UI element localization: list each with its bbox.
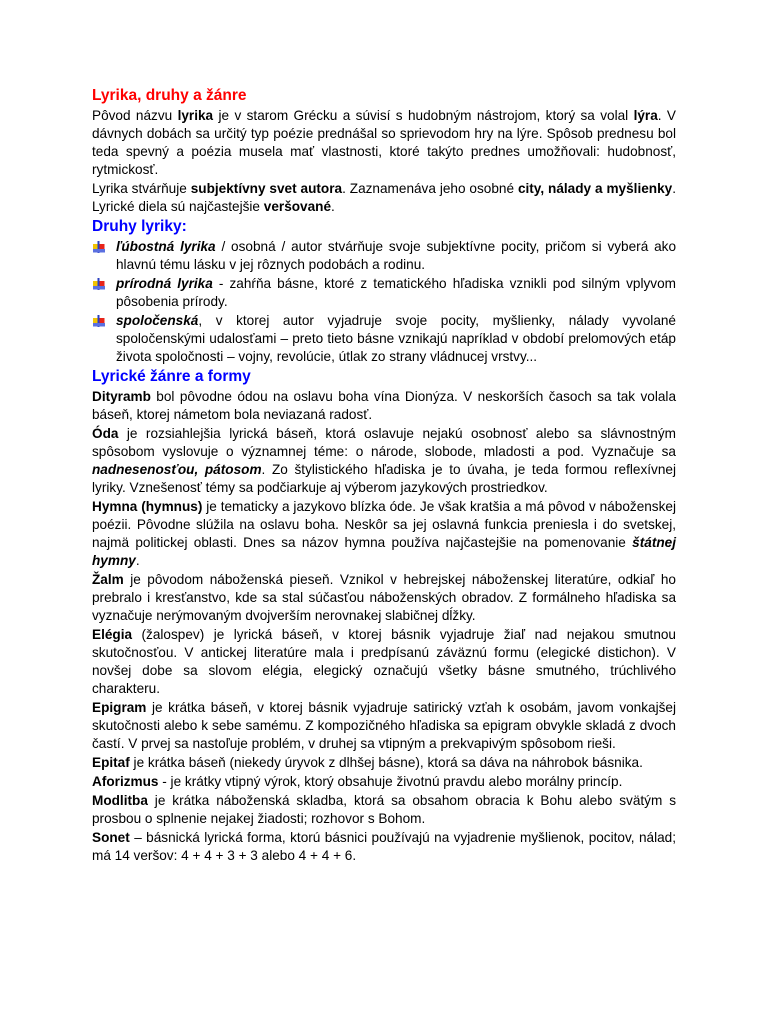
bullet-item [92, 312, 676, 366]
text-run: . V dávnych dobách sa určitý typ poézie prednášal so sprievodom hry na lýre. Spôsob prednesu bol teda spevný a poézia musela mať vlastnosti, ktoré takýto prednes umožňovali: hudobnosť, rytmickosť. [92, 108, 677, 177]
emphasis-text: Dityramb [92, 389, 151, 404]
genre-paragraph-dityramb [92, 388, 676, 424]
document-title: Lyrika, druhy a žánre [92, 87, 247, 104]
emphasis-text: Óda [92, 426, 119, 441]
emphasis-text: city, nálady a myšlienky [517, 181, 673, 196]
emphasis-text: subjektívny svet autora [190, 181, 343, 196]
text-run: je krátka báseň (niekedy úryvok z dlhšej básne), ktorá sa dáva na náhrobok básnika. [129, 755, 643, 770]
genre-paragraph-aforizmus [92, 773, 676, 791]
text-run: . [331, 199, 335, 214]
text-run: je rozsiahlejšia lyrická báseň, ktorá oslavuje nejakú osobnosť alebo sa slávnostným spôsobom vyslovuje o významnej téme: o národe, slobode, mladosti a pod. Vyznačuje sa [92, 426, 676, 459]
text-run: je tematicky a jazykovo blízka óde. Je však kratšia a má pôvod v náboženskej poézii. Pôvodne slúžila na oslavu boha. Neskôr sa jej oslavná funkcia preniesla i do svetskej, najmä politickej oblasti. Dnes sa názov hymna používa najčastejšie na pomenovanie [92, 499, 676, 550]
genre-paragraph-zalm [92, 571, 676, 625]
bullet-flag-icon [92, 241, 106, 255]
text-run: – básnická lyrická forma, ktorú básnici používajú na vyjadrenie myšlienok, pocitov, nálad; má 14 veršov: 4 + 4 + 3 + 3 alebo 4 + 4 + 6. [92, 830, 676, 863]
genre-paragraph-elegia [92, 626, 676, 698]
text-run: je v starom Grécku a súvisí s hudobným nástrojom, ktorý sa volal [213, 108, 634, 123]
text-run: - zahŕňa básne, ktoré z tematického hľadiska vznikli pod silným vplyvom pôsobenia prírody. [116, 276, 676, 309]
emphasis-text: Elégia [92, 627, 133, 642]
text-run: / osobná / autor stvárňuje svoje subjektívne pocity, pričom si vyberá ako hlavnú tému lásku v jej rôznych podobách a rodinu. [116, 239, 677, 272]
emphasis-text: Aforizmus [92, 774, 159, 789]
emphasis-text: nadnesenosťou, pátosom [92, 462, 262, 477]
text-run: je krátka báseň, v ktorej básnik vyjadruje satirický vzťah k osobám, javom vonkajšej skutočnosti alebo k sebe samému. Z kompozičného hľadiska sa epigram obvykle skladá z dvoch častí. V prvej sa nastoľuje problém, v druhej sa vtipným a prekvapivým spôsobom rieši. [92, 700, 676, 751]
genre-paragraph-modlitba [92, 792, 676, 828]
intro-paragraph-2 [92, 180, 676, 216]
bullet-flag-icon [92, 278, 106, 292]
emphasis-text: veršované [263, 199, 332, 214]
text-run: . Lyrické diela sú najčastejšie [92, 181, 676, 214]
emphasis-text: ľúbostná lyrika [116, 239, 216, 254]
intro-paragraph [92, 107, 676, 179]
text-run: . Zo štylistického hľadiska je to úvaha, je teda formou reflexívnej lyriky. Vznešenosť témy sa podčiarkuje aj výberom jazykových prostriedkov. [92, 462, 676, 495]
bullet-item [92, 238, 676, 274]
emphasis-text: Epigram [92, 700, 147, 715]
emphasis-text: Modlitba [92, 793, 148, 808]
text-run: je krátka náboženská skladba, ktorá sa obsahom obracia k Bohu alebo svätým s prosbou o splnenie nejakej žiadosti; rozhovor s Bohom. [92, 793, 676, 826]
emphasis-text: Epitaf [92, 755, 130, 770]
text-run: . [135, 553, 140, 568]
text-run: Lyrika stvárňuje [92, 181, 191, 196]
text-run: Pôvod názvu [92, 108, 178, 123]
bullet-flag-icon [92, 315, 106, 329]
genre-paragraph-sonet [92, 829, 676, 865]
section-heading-druhy: Druhy lyriky: [92, 218, 187, 235]
bullet-text [116, 276, 676, 309]
emphasis-text: Hymna (hymnus) [92, 499, 203, 514]
emphasis-text: štátnej hymny [92, 535, 676, 568]
emphasis-text: lýra [633, 108, 658, 123]
genre-paragraph-epitaf [92, 754, 676, 772]
section-heading-zanre: Lyrické žánre a formy [92, 368, 251, 385]
bullet-text [116, 313, 676, 364]
genre-paragraph-oda [92, 425, 676, 497]
genre-paragraph-hymna [92, 498, 676, 570]
emphasis-text: prírodná lyrika [116, 276, 213, 291]
document-page [92, 86, 676, 866]
bullet-item [92, 275, 676, 311]
emphasis-text: spoločenská [116, 313, 199, 328]
text-run: je pôvodom náboženská pieseň. Vznikol v hebrejskej náboženskej literatúre, odkiaľ ho prebralo i kresťanstvo, kde sa stal súčasťou náboženských obradov. Z formálneho hľadiska sa vyznačuje nerýmovaným dvojverším nerovnakej slabičnej dĺžky. [92, 572, 676, 623]
text-run: (žalospev) je lyrická báseň, v ktorej básnik vyjadruje žiaľ nad nejakou smutnou skutočnosťou. V antickej literatúre mala i predpísanú záväznú formu (elegické distichon). V novšej dobe sa slovom elégia, elegický označujú všetky básne smutného, trúchlivého charakteru. [92, 627, 676, 696]
genre-paragraph-epigram [92, 699, 676, 753]
emphasis-text: lyrika [177, 108, 214, 123]
text-run: , v ktorej autor vyjadruje svoje pocity, myšlienky, nálady vyvolané spoločenskými udalosťami – preto tieto básne vznikajú napríklad v období prelomových etáp života spoločnosti – vojny, revolúcie, útlak zo strany vládnucej vrstvy... [116, 313, 676, 364]
emphasis-text: Sonet [92, 830, 130, 845]
bullet-text [116, 239, 676, 272]
text-run: - je krátky vtipný výrok, ktorý obsahuje životnú pravdu alebo morálny princíp. [158, 774, 623, 789]
text-run: . Zaznamenáva jeho osobné [342, 181, 518, 196]
emphasis-text: Žalm [92, 572, 124, 587]
text-run: bol pôvodne ódou na oslavu boha vína Dionýza. V neskorších časoch sa tak volala báseň, ktorej námetom bola neviazaná radosť. [92, 389, 676, 422]
